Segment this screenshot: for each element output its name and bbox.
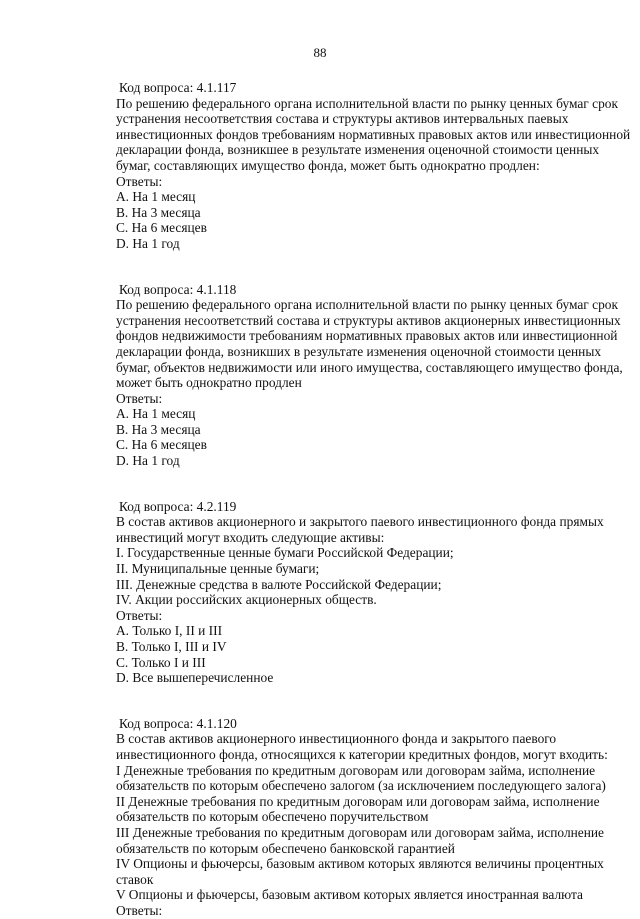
question-text-line: фондов недвижимости требованиям нормативных правовых актов или инвестиционной: [116, 328, 618, 344]
statement-item: I Денежные требования по кредитным договорам или договорам займа, исполнение: [116, 762, 596, 778]
statement-item: V Опционы и фьючерсы, базовым активом которых является иностранная валюта: [116, 887, 583, 903]
statement-item: обязательств по которым обеспечено залогом (за исключением последующего залога): [116, 778, 606, 794]
answer-option: B. Только I, III и IV: [116, 639, 227, 654]
question-text-line: инвестиционных фондов требованиям нормативных правовых актов или инвестиционной: [116, 126, 631, 142]
answer-option: A. На 1 месяц: [116, 189, 196, 205]
question-text-line: По решению федерального органа исполнительной власти по рынку ценных бумаг срок: [116, 297, 618, 313]
question-text-line: декларации фонда, возникших в результате изменения оценочной стоимости ценных: [116, 343, 602, 359]
statement-item: I. Государственные ценные бумаги Российской Федерации;: [116, 545, 454, 561]
answer-option: D. На 1 год: [116, 235, 180, 251]
answer-option: B. На 3 месяца: [116, 204, 201, 220]
question-block: [116, 499, 604, 686]
question-text-line: устранения несоответствий состава и структуры активов акционерных инвестиционных: [116, 312, 621, 328]
answers-label: Ответы:: [116, 173, 163, 189]
question-text-line: инвестиционного фонда, относящихся к категории кредитных фондов, могут входить:: [116, 746, 608, 762]
question-block: [116, 80, 631, 252]
statement-item: III Денежные требования по кредитным договорам или договорам займа, исполнение: [116, 824, 605, 840]
question-text-line: бумаг, составляющих имущество фонда, может быть однократно продлен:: [116, 157, 540, 173]
answers-label: Ответы:: [116, 607, 163, 623]
document-body: [116, 80, 631, 919]
question-block: [116, 281, 623, 469]
question-code: Код вопроса: 4.1.120: [119, 715, 237, 731]
answer-option: A. Только I, II и III: [116, 623, 223, 639]
answer-option: C. На 6 месяцев: [116, 220, 207, 236]
answers-label: Ответы:: [116, 390, 163, 406]
question-text-line: устранения несоответствия состава и структуры активов интервальных паевых: [116, 111, 569, 127]
answer-option: D. На 1 год: [116, 453, 180, 469]
question-text-line: По решению федерального органа исполнительной власти по рынку ценных бумаг срок: [116, 95, 618, 111]
statement-item: обязательств по которым обеспечено банковской гарантией: [116, 840, 455, 856]
statement-item: ставок: [116, 871, 154, 887]
statement-item: IV Опционы и фьючерсы, базовым активом которых являются величины процентных: [116, 856, 604, 872]
question-text-line: В состав активов акционерного инвестиционного фонда и закрытого паевого: [116, 731, 557, 747]
question-code: Код вопроса: 4.1.118: [119, 281, 237, 297]
statement-item: IV. Акции российских акционерных обществ.: [116, 592, 377, 608]
question-block: [116, 715, 608, 919]
page-number: 88: [313, 45, 327, 60]
answer-option: C. Только I и III: [116, 654, 206, 670]
answer-option: B. На 3 месяца: [116, 421, 201, 437]
question-code: Код вопроса: 4.2.119: [119, 498, 237, 514]
answer-option: C. На 6 месяцев: [116, 437, 207, 453]
question-text-line: В состав активов акционерного и закрытого паевого инвестиционного фонда прямых: [116, 514, 604, 530]
question-text-line: может быть однократно продлен: [116, 375, 302, 391]
question-text-line: декларации фонда, возникшее в результате изменения оценочной стоимости ценных: [116, 142, 600, 158]
answer-option: A. На 1 месяц: [116, 406, 196, 422]
statement-item: обязательств по которым обеспечено поручительством: [116, 809, 429, 825]
answer-option: D. Все вышеперечисленное: [116, 670, 274, 686]
question-text-line: инвестиций могут входить следующие активы:: [116, 529, 385, 545]
question-code: Код вопроса: 4.1.117: [119, 80, 237, 95]
answers-label: Ответы:: [116, 902, 163, 918]
question-text-line: бумаг, объектов недвижимости или иного имущества, составляющего имущество фонда,: [116, 359, 623, 375]
statement-item: II. Муниципальные ценные бумаги;: [116, 561, 320, 577]
statement-item: III. Денежные средства в валюте Российской Федерации;: [116, 576, 442, 592]
statement-item: II Денежные требования по кредитным договорам или договорам займа, исполнение: [116, 793, 600, 809]
